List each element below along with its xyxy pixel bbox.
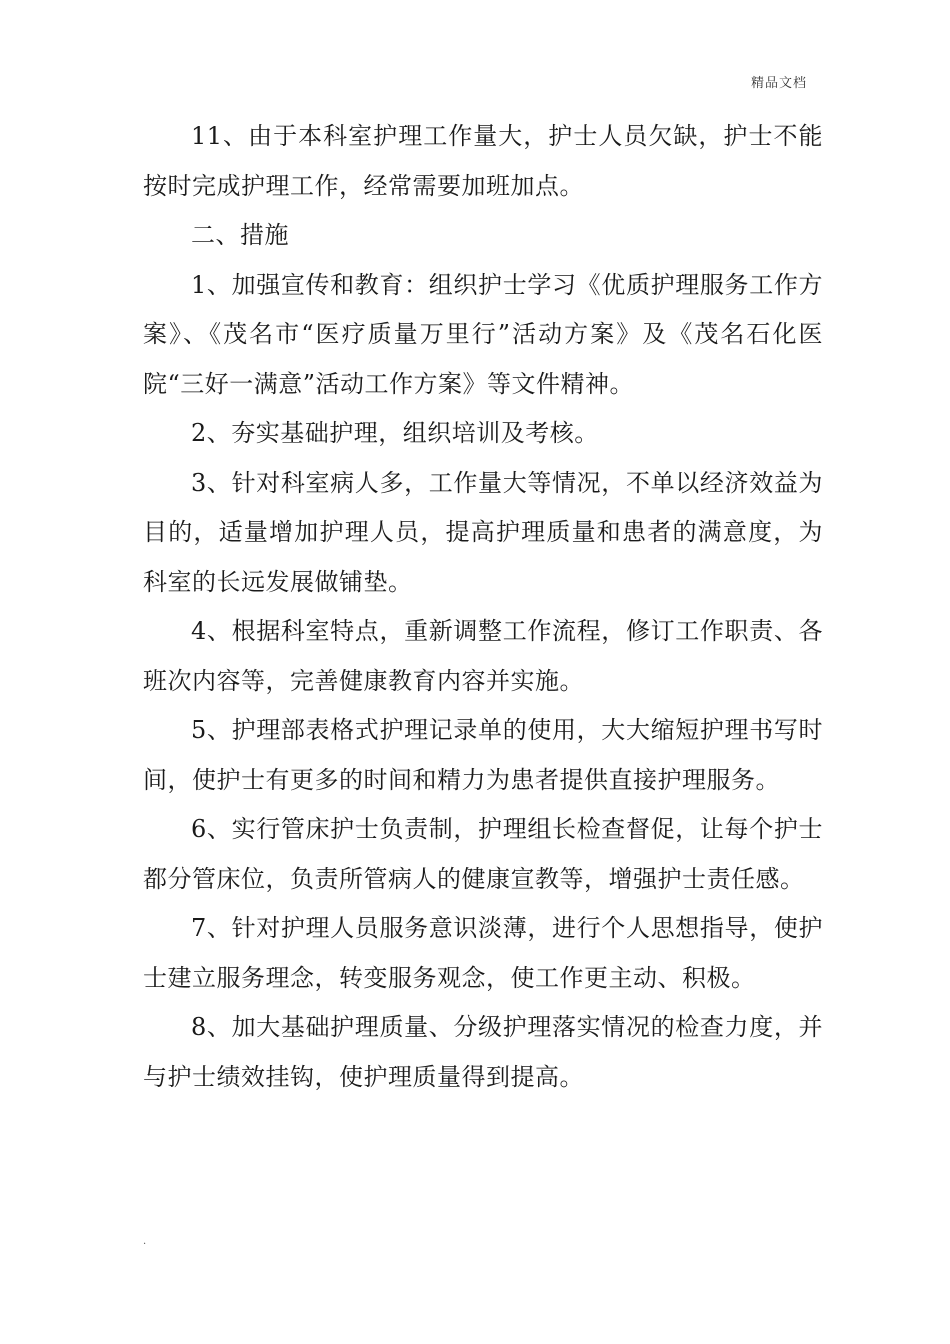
paragraph-measure-2: 2、夯实基础护理，组织培训及考核。 (191, 419, 599, 447)
document-body (143, 112, 823, 1102)
paragraph-measure-5: 5、护理部表格式护理记录单的使用，大大缩短护理书写时间，使护士有更多的时间和精力为患者提供直接护理服务。 (143, 716, 823, 794)
paragraph-measure-8: 8、加大基础护理质量、分级护理落实情况的检查力度，并与护士绩效挂钩，使护理质量得到提高。 (143, 1013, 823, 1091)
paragraph-item-11: 11、由于本科室护理工作量大，护士人员欠缺，护士不能按时完成护理工作，经常需要加班加点。 (143, 122, 823, 200)
paragraph-measure-7: 7、针对护理人员服务意识淡薄，进行个人思想指导，使护士建立服务理念，转变服务观念，使工作更主动、积极。 (143, 914, 823, 992)
section-heading-measures: 二、措施 (191, 221, 289, 249)
header-tag: 精品文档 (750, 76, 807, 91)
paragraph-measure-6: 6、实行管床护士负责制，护理组长检查督促，让每个护士都分管床位，负责所管病人的健康宣教等，增强护士责任感。 (143, 815, 823, 893)
paragraph-measure-1: 1、加强宣传和教育：组织护士学习《优质护理服务工作方案》、《茂名市“医疗质量万里行”活动方案》及《茂名石化医院“三好一满意”活动工作方案》等文件精神。 (143, 270, 823, 398)
paragraph-measure-4: 4、根据科室特点，重新调整工作流程，修订工作职责、各班次内容等，完善健康教育内容并实施。 (143, 617, 823, 695)
paragraph-measure-3: 3、针对科室病人多，工作量大等情况，不单以经济效益为目的，适量增加护理人员，提高护理质量和患者的满意度，为科室的长远发展做铺垫。 (143, 468, 823, 596)
footer-mark: . (143, 1236, 147, 1247)
